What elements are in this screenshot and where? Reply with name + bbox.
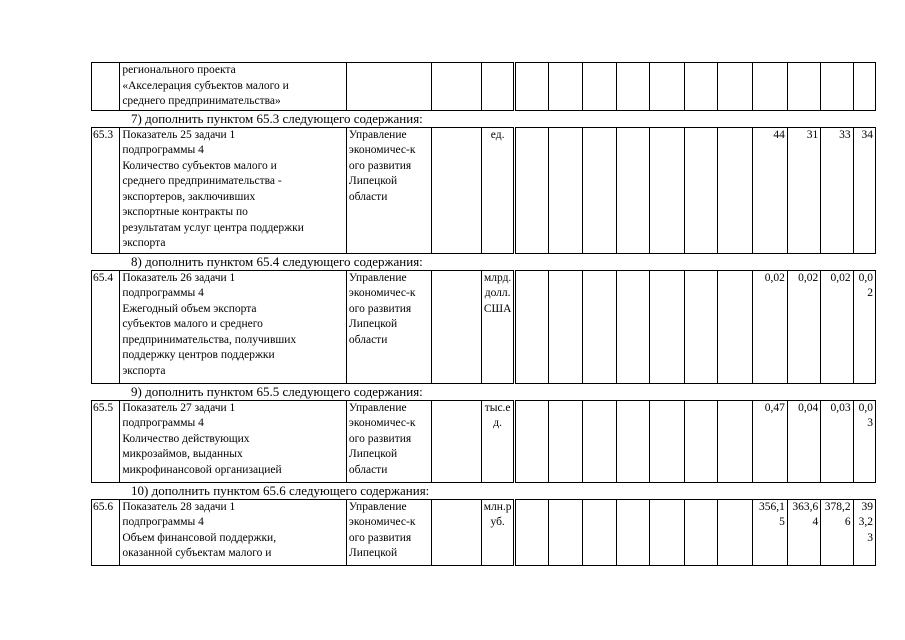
value-cell: 0,02 [821, 270, 853, 383]
value-cell: 0,02 [787, 270, 820, 383]
value-cell: 33 [821, 127, 853, 253]
value-cell: 363,64 [787, 499, 820, 565]
value-cell: 0,04 [787, 400, 820, 482]
unit: млрд.долл.США [482, 270, 514, 383]
value-cell: 378,26 [821, 499, 853, 565]
row-number: 65.3 [92, 127, 120, 253]
value-cell: 0,47 [752, 400, 787, 482]
instruction-65-4: 8) дополнить пунктом 65.4 следующего содержания: [131, 253, 423, 269]
table-row-65-3 [91, 127, 876, 254]
unit: млн.руб. [482, 499, 514, 565]
num-cell [92, 63, 120, 111]
instruction-65-5: 9) дополнить пунктом 65.5 следующего содержания: [131, 383, 423, 399]
instruction-65-3: 7) дополнить пунктом 65.3 следующего содержания: [131, 110, 423, 126]
table-fragment-top [91, 62, 876, 111]
document-page [91, 62, 876, 566]
executor: Управление экономичес-к ого развития Липецкой области [346, 270, 431, 383]
table-row-65-4 [91, 270, 876, 384]
indicator-name: Показатель 28 задачи 1 подпрограммы 4 Объем финансовой поддержки, оказанной субъектам малого и [120, 499, 347, 565]
indicator-name: Показатель 26 задачи 1 подпрограммы 4 Ежегодный объем экспорта субъектов малого и среднего предпринимательства, получивших поддержку центров поддержки экспорта [120, 270, 347, 383]
unit: ед. [482, 127, 514, 253]
table-row-65-5 [91, 400, 876, 483]
executor: Управление экономичес-к ого развития Липецкой области [346, 127, 431, 253]
value-cell: 31 [787, 127, 820, 253]
unit: тыс.ед. [482, 400, 514, 482]
value-cell: 393,23 [853, 499, 875, 565]
value-cell: 34 [853, 127, 875, 253]
value-cell: 356,15 [752, 499, 787, 565]
row-number: 65.6 [92, 499, 120, 565]
value-cell: 0,03 [853, 400, 875, 482]
value-cell: 44 [752, 127, 787, 253]
value-cell: 0,02 [752, 270, 787, 383]
instruction-65-6: 10) дополнить пунктом 65.6 следующего содержания: [131, 482, 430, 498]
indicator-name: Показатель 27 задачи 1 подпрограммы 4 Количество действующих микрозаймов, выданных микрофинансовой организацией [120, 400, 347, 482]
row-number: 65.5 [92, 400, 120, 482]
table-row-65-6 [91, 499, 876, 566]
row-number: 65.4 [92, 270, 120, 383]
value-cell: 0,03 [821, 400, 853, 482]
executor: Управление экономичес-к ого развития Липецкой области [346, 400, 431, 482]
name-cell: регионального проекта «Акселерация субъектов малого и среднего предпринимательства» [120, 63, 347, 111]
executor: Управление экономичес-к ого развития Липецкой [346, 499, 431, 565]
value-cell: 0,02 [853, 270, 875, 383]
indicator-name: Показатель 25 задачи 1 подпрограммы 4 Количество субъектов малого и среднего предпринимательства - экспортеров, заключивших экспортные контракты по результатам услуг центра поддержки экспорта [120, 127, 347, 253]
